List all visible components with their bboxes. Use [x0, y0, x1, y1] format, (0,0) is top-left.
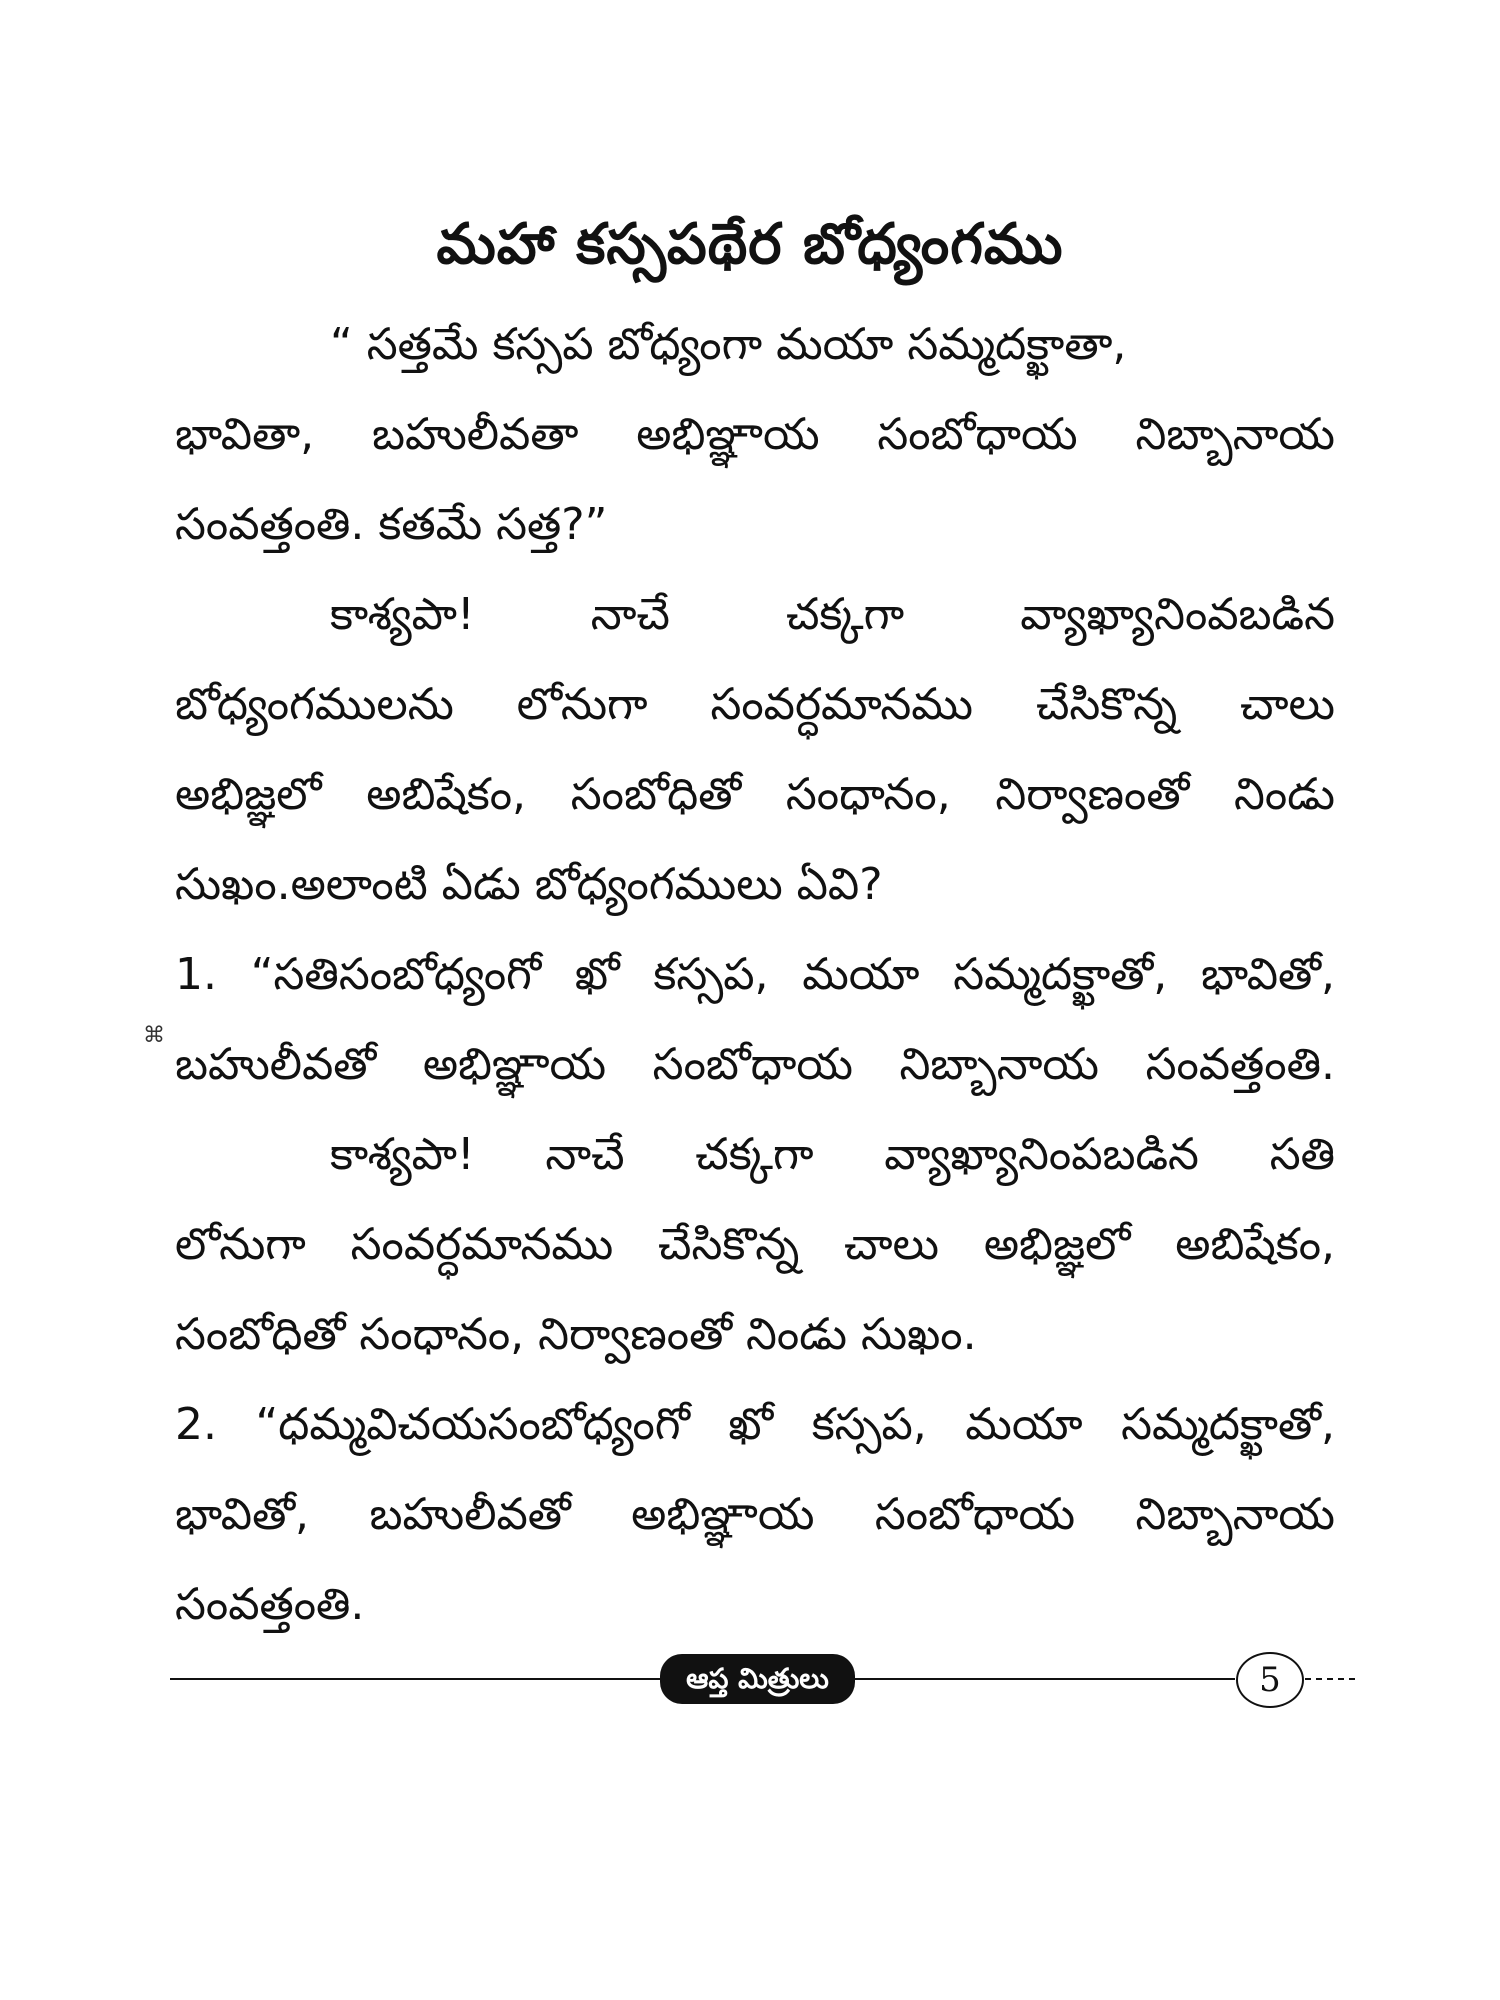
page-footer	[0, 1650, 1500, 1710]
page-number: 5	[1236, 1652, 1304, 1708]
text-line: సంవత్తంతి. కతమే సత్త?”	[175, 499, 608, 550]
text-line: భావితా, బహులీవతా అభిఞ్ఞాయ సంబోధాయ నిబ్బానాయ	[175, 409, 1335, 460]
text-line: లోనుగా సంవర్ధమానము చేసికొన్న చాలు అభిజ్ఞలో అబిషేకం,	[175, 1219, 1335, 1270]
footer-rule	[855, 1678, 1235, 1680]
text-line: కాశ్యపా! నాచే చక్కగా వ్యాఖ్యానింపబడిన సతి	[330, 1129, 1335, 1180]
footer-rule-dashed	[1305, 1678, 1355, 1680]
text-line: సుఖం.అలాంటి ఏడు బోధ్యంగములు ఏవి?	[175, 859, 883, 910]
text-line: అభిజ్ఞలో అబిషేకం, సంబోధితో సంధానం, నిర్వాణంతో నిండు	[175, 769, 1335, 820]
text-line: సంబోధితో సంధానం, నిర్వాణంతో నిండు సుఖం.	[175, 1309, 977, 1360]
margin-mark: ⌘	[143, 1023, 165, 1048]
text-line: సంవత్తంతి.	[175, 1579, 365, 1630]
book-title-badge: ఆప్త మిత్రులు	[660, 1654, 855, 1704]
text-line: “ సత్తమే కస్సప బోధ్యంగా మయా సమ్మదక్ఖాతా,	[330, 319, 1127, 370]
footer-rule	[170, 1678, 660, 1680]
text-line: భావితో, బహులీవతో అభిఞ్ఞాయ సంబోధాయ నిబ్బానాయ	[175, 1489, 1335, 1540]
text-line: 1. “సతిసంబోధ్యంగో ఖో కస్సప, మయా సమ్మదక్ఖాతో, భావితో,	[175, 949, 1335, 1000]
text-line: బహులీవతో అభిఞ్ఞాయ సంబోధాయ నిబ్బానాయ సంవత్తంతి.	[175, 1039, 1335, 1090]
text-line: బోధ్యంగములను లోనుగా సంవర్ధమానము చేసికొన్న చాలు	[175, 679, 1335, 730]
text-line: కాశ్యపా! నాచే చక్కగా వ్యాఖ్యానింవబడిన	[330, 589, 1335, 640]
text-line: 2. “ధమ్మవిచయసంబోధ్యంగో ఖో కస్సప, మయా సమ్మదక్ఖాతో,	[175, 1399, 1335, 1450]
body-text	[175, 300, 1335, 1650]
page-title: మహా కస్సపథేర బోధ్యంగము	[436, 212, 1064, 277]
